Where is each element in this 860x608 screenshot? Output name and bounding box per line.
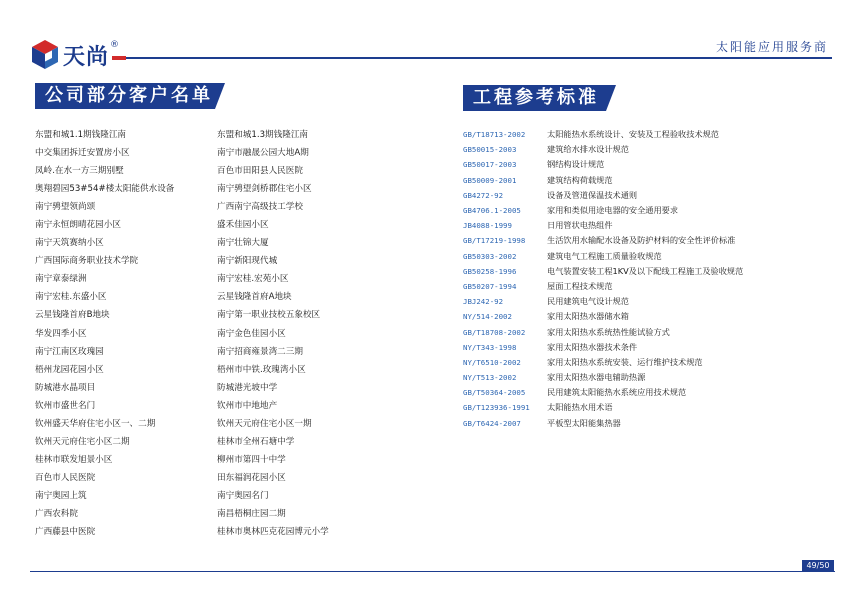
client-name: 南昌梧桐庄园二期 <box>217 509 286 519</box>
standard-name: 日用管状电热组件 <box>547 220 613 231</box>
standard-name: 家用太阳热水器电辅助热源 <box>547 372 646 383</box>
client-name: 中交集团拆迁安置房小区 <box>35 148 130 159</box>
client-row <box>35 360 415 378</box>
standard-code: GB4272-92 <box>463 190 504 200</box>
standard-row <box>463 294 833 309</box>
standard-row <box>463 157 833 172</box>
client-name: 柳州市第四十中学 <box>217 454 286 465</box>
standard-name: 钢结构设计规范 <box>547 159 605 170</box>
brand-name: 天尚 <box>63 44 110 70</box>
standard-name: 家用太阳热水器储水箱 <box>547 311 629 322</box>
client-row <box>35 378 415 396</box>
client-name: 钦州市中地地产 <box>217 400 278 411</box>
client-name: 南宁新阳现代城 <box>217 256 278 267</box>
standard-name: 设备及管道保温技术通则 <box>547 189 638 200</box>
client-name: 云星钱隆首府A地块 <box>217 292 292 303</box>
client-list <box>35 125 415 540</box>
standards-list <box>463 127 833 431</box>
client-name: 广西农科院 <box>35 509 78 519</box>
client-row <box>35 450 415 468</box>
standard-row <box>463 233 833 248</box>
standard-row <box>463 142 833 157</box>
client-name: 南宁市融晟公园大地A期 <box>217 148 309 159</box>
client-name: 百色市田阳县人民医院 <box>217 166 303 177</box>
standard-code: GB50207-1994 <box>463 281 517 291</box>
client-name: 华发四季小区 <box>35 328 87 339</box>
standard-row <box>463 203 833 218</box>
standard-name: 太阳能热水用术语 <box>547 402 613 413</box>
client-name: 南宁宏桂.宏苑小区 <box>217 274 289 285</box>
standard-row <box>463 279 833 294</box>
standard-row <box>463 400 833 415</box>
client-row <box>35 161 415 179</box>
standard-row <box>463 188 833 203</box>
client-name: 防城港水晶项目 <box>35 382 96 393</box>
client-name: 南宁永恒朗晴花园小区 <box>35 220 121 231</box>
client-name: 桂林市全州石塘中学 <box>217 436 295 447</box>
standard-name: 建筑电气工程施工质量验收规范 <box>547 250 662 261</box>
standard-code: GB/T123936-1991 <box>463 403 530 413</box>
registered-mark: ® <box>110 40 120 50</box>
client-name: 南宁招商雍景湾二三期 <box>217 346 303 357</box>
client-name: 广西藤县中医院 <box>35 527 96 538</box>
standard-code: JB4088-1999 <box>463 221 512 231</box>
client-name: 东盟和城1.3期钱隆江南 <box>217 130 309 141</box>
client-row <box>35 251 415 269</box>
standard-name: 建筑结构荷载规范 <box>547 174 613 185</box>
client-name: 云星钱隆首府B地块 <box>35 310 110 321</box>
client-name: 南宁第一职业技校五象校区 <box>217 310 321 321</box>
standard-name: 家用太阳热水系统安装、运行维护技术规范 <box>547 356 703 367</box>
standard-row <box>463 385 833 400</box>
client-row <box>35 269 415 287</box>
standard-name: 生活饮用水输配水设备及防护材料的安全性评价标准 <box>547 235 736 246</box>
standard-code: GB50303-2002 <box>463 251 517 261</box>
standard-code: GB/T6424-2007 <box>463 418 521 428</box>
client-row <box>35 197 415 215</box>
client-row <box>35 432 415 450</box>
client-name: 东盟和城1.1期钱隆江南 <box>35 130 127 141</box>
client-name: 南宁壮锦大厦 <box>217 238 269 249</box>
client-row <box>35 396 415 414</box>
client-name: 南宁宏桂.东盛小区 <box>35 292 107 303</box>
page-number: 49/50 <box>802 560 834 572</box>
client-row <box>35 504 415 522</box>
standard-code: GB/T18713-2002 <box>463 130 526 140</box>
client-row <box>35 522 415 540</box>
standard-name: 民用建筑太阳能热水系统应用技术规范 <box>547 387 687 398</box>
client-name: 梧州龙园花园小区 <box>35 364 104 375</box>
client-name: 南宁骋望剑桥郡住宅小区 <box>217 184 312 195</box>
client-name: 钦州天元府住宅小区一期 <box>217 418 312 429</box>
standard-row <box>463 324 833 339</box>
standard-name: 电气装置安装工程1KV及以下配线工程施工及验收规范 <box>547 265 744 276</box>
standard-name: 平板型太阳能集热器 <box>547 417 621 428</box>
client-row <box>35 342 415 360</box>
standard-row <box>463 340 833 355</box>
client-row <box>35 305 415 323</box>
client-name: 南宁天筑赛纳小区 <box>35 238 104 249</box>
client-name: 钦州市盛世名门 <box>35 400 96 411</box>
client-name: 广西国际商务职业技术学院 <box>35 256 139 267</box>
standard-code: GB/T17219-1998 <box>463 236 526 246</box>
client-name: 防城港光坡中学 <box>217 382 278 393</box>
client-name: 钦州盛天华府住宅小区一、二期 <box>35 418 156 429</box>
client-row <box>35 324 415 342</box>
client-name: 桂林市联发旭景小区 <box>35 454 113 465</box>
standard-row <box>463 249 833 264</box>
client-row <box>35 215 415 233</box>
client-name: 凤岭.在水一方三期别墅 <box>35 166 124 177</box>
clients-section-title: 公司部分客户名单 <box>35 83 215 109</box>
client-name: 桂林市奥林匹克花园博元小学 <box>217 527 329 538</box>
standard-name: 家用太阳热水系统热性能试验方式 <box>547 326 670 337</box>
client-row <box>35 125 415 143</box>
client-name: 南宁骋望领尚颂 <box>35 202 96 213</box>
standard-code: GB50009-2001 <box>463 175 517 185</box>
client-row <box>35 287 415 305</box>
client-name: 南宁奥园上筑 <box>35 490 87 501</box>
standard-row <box>463 264 833 279</box>
client-name: 南宁奥园名门 <box>217 490 269 501</box>
standards-section-title: 工程参考标准 <box>463 85 606 111</box>
client-name: 南宁金色佳园小区 <box>217 328 286 339</box>
client-name: 梧州市中铁.玫瑰湾小区 <box>217 364 306 375</box>
standard-row <box>463 218 833 233</box>
client-name: 南宁江南区玫瑰园 <box>35 346 104 357</box>
client-row <box>35 414 415 432</box>
client-row <box>35 143 415 161</box>
standard-name: 太阳能热水系统设计、安装及工程验收技术规范 <box>547 129 719 140</box>
standard-row <box>463 173 833 188</box>
standard-code: NY/514-2002 <box>463 312 512 322</box>
brand-tagline: 太阳能应用服务商 <box>715 40 828 54</box>
client-row <box>35 486 415 504</box>
client-name: 广西南宁高级技工学校 <box>217 202 303 213</box>
standard-code: GB/T18708-2002 <box>463 327 526 337</box>
client-name: 钦州天元府住宅小区二期 <box>35 436 130 447</box>
standard-code: GB/T50364-2005 <box>463 388 526 398</box>
cube-logo-icon <box>30 39 60 71</box>
brand-logo <box>30 38 119 72</box>
standard-name: 家用太阳热水器技术条件 <box>547 341 638 352</box>
standard-code: NY/T513-2002 <box>463 373 517 383</box>
standard-code: GB50017-2003 <box>463 160 517 170</box>
standard-code: JBJ242-92 <box>463 297 504 307</box>
standard-code: NY/T6510-2002 <box>463 357 521 367</box>
header-divider-accent <box>112 56 126 60</box>
client-row <box>35 233 415 251</box>
standard-row <box>463 309 833 324</box>
standard-name: 家用和类似用途电器的安全通用要求 <box>547 205 679 216</box>
standard-code: GB4706.1-2005 <box>463 206 521 216</box>
standard-name: 民用建筑电气设计规范 <box>547 296 629 307</box>
client-name: 百色市人民医院 <box>35 472 96 483</box>
standard-row <box>463 370 833 385</box>
client-row <box>35 468 415 486</box>
standard-row <box>463 355 833 370</box>
standard-code: GB50015-2003 <box>463 145 517 155</box>
client-name: 田东福润花园小区 <box>217 472 286 483</box>
header-divider <box>122 57 832 59</box>
standard-row <box>463 416 833 431</box>
client-name: 盛禾佳园小区 <box>217 220 269 231</box>
standard-code: NY/T343-1998 <box>463 342 517 352</box>
client-name: 奥翔碧园53#54#楼太阳能供水设备 <box>35 184 175 195</box>
standard-name: 屋面工程技术规范 <box>547 280 613 291</box>
client-name: 南宁章泰绿洲 <box>35 274 87 285</box>
standard-row <box>463 127 833 142</box>
standard-name: 建筑给水排水设计规范 <box>547 144 629 155</box>
footer-divider <box>30 571 835 572</box>
client-row <box>35 179 415 197</box>
standard-code: GB50258-1996 <box>463 266 517 276</box>
